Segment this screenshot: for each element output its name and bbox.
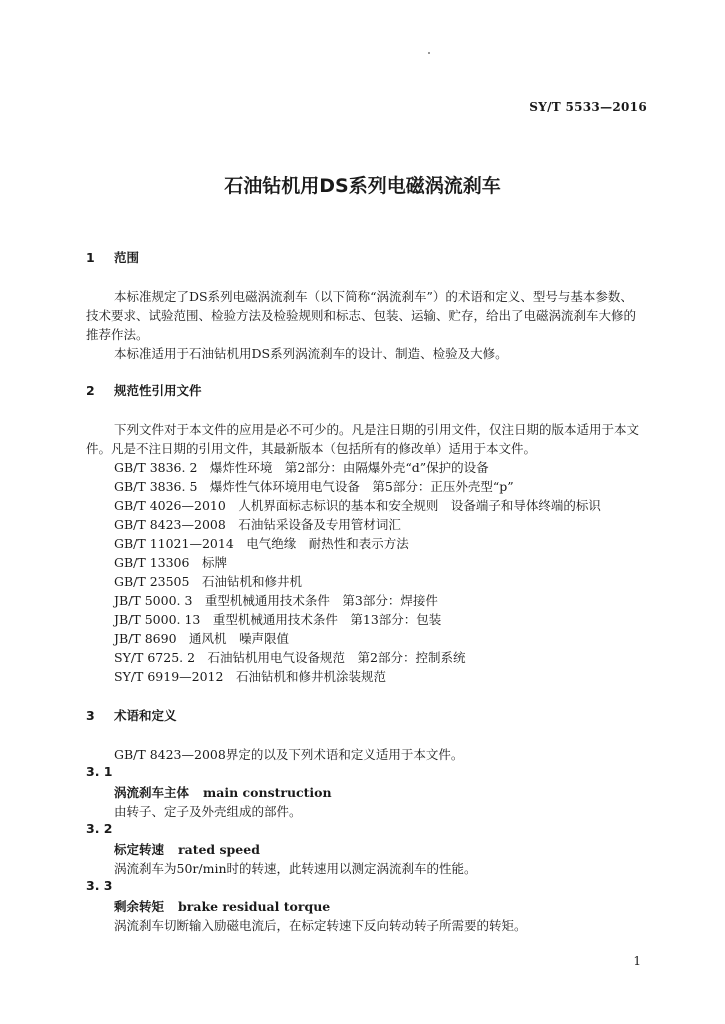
reference-item: JB/T 5000. 13 重型机械通用技术条件 第13部分：包装 bbox=[114, 612, 442, 627]
term-chinese: 标定转速 bbox=[114, 842, 165, 857]
paragraph-line: 本标准规定了DS系列电磁涡流刹车（以下简称“涡流刹车”）的术语和定义、型号与基本参数、 bbox=[114, 289, 633, 304]
paragraph-line: 下列文件对于本文件的应用是必不可少的。凡是注日期的引用文件，仅注日期的版本适用于本文 bbox=[114, 422, 640, 437]
paragraph-line: 推荐作法。 bbox=[86, 327, 149, 342]
term-heading bbox=[114, 783, 332, 801]
term-chinese: 剩余转矩 bbox=[114, 899, 165, 914]
reference-item: GB/T 3836. 5 爆炸性气体环境用电气设备 第5部分：正压外壳型“p” bbox=[114, 479, 514, 494]
section-title: 范围 bbox=[114, 250, 140, 265]
scan-speck bbox=[428, 52, 430, 54]
section-1-paragraph-2: 本标准适用于石油钻机用DS系列涡流刹车的设计、制造、检验及大修。 bbox=[114, 346, 508, 361]
section-number: 3 bbox=[86, 708, 95, 723]
term-number: 3. 2 bbox=[86, 821, 113, 836]
reference-item: SY/T 6919—2012 石油钻机和修井机涂装规范 bbox=[114, 669, 386, 684]
section-3-intro: GB/T 8423—2008界定的以及下列术语和定义适用于本文件。 bbox=[114, 747, 464, 762]
term-number: 3. 3 bbox=[86, 878, 113, 893]
section-1-heading bbox=[86, 248, 139, 266]
reference-item: JB/T 5000. 3 重型机械通用技术条件 第3部分：焊接件 bbox=[114, 593, 438, 608]
page-number: 1 bbox=[633, 954, 641, 968]
paragraph-line: 件。凡是不注日期的引用文件，其最新版本（包括所有的修改单）适用于本文件。 bbox=[86, 441, 537, 456]
section-1-paragraph-1 bbox=[86, 287, 646, 344]
term-definition: 涡流刹车切断输入励磁电流后，在标定转速下反向转动转子所需要的转矩。 bbox=[114, 918, 527, 933]
section-title: 规范性引用文件 bbox=[114, 383, 202, 398]
paragraph-line: 技术要求、试验范围、检验方法及检验规则和标志、包装、运输、贮存，给出了电磁涡流刹车大修的 bbox=[86, 308, 637, 323]
reference-item: GB/T 4026—2010 人机界面标志标识的基本和安全规则 设备端子和导体终端的标识 bbox=[114, 498, 601, 513]
reference-item: GB/T 3836. 2 爆炸性环境 第2部分：由隔爆外壳“d”保护的设备 bbox=[114, 460, 489, 475]
section-2-heading bbox=[86, 381, 202, 399]
reference-item: GB/T 13306 标牌 bbox=[114, 555, 227, 570]
term-english: rated speed bbox=[178, 842, 260, 857]
standard-code: SY/T 5533—2016 bbox=[529, 100, 647, 114]
term-definition: 由转子、定子及外壳组成的部件。 bbox=[114, 804, 302, 819]
reference-item: JB/T 8690 通风机 噪声限值 bbox=[114, 631, 290, 646]
term-chinese: 涡流刹车主体 bbox=[114, 785, 190, 800]
reference-item: SY/T 6725. 2 石油钻机用电气设备规范 第2部分：控制系统 bbox=[114, 650, 466, 665]
section-number: 1 bbox=[86, 250, 95, 265]
term-number: 3. 1 bbox=[86, 764, 113, 779]
section-3-heading bbox=[86, 706, 177, 724]
reference-item: GB/T 11021—2014 电气绝缘 耐热性和表示方法 bbox=[114, 536, 409, 551]
term-english: brake residual torque bbox=[178, 899, 331, 914]
term-heading bbox=[114, 840, 260, 858]
document-title: 石油钻机用DS系列电磁涡流刹车 bbox=[224, 175, 501, 197]
term-english: main construction bbox=[203, 785, 332, 800]
term-definition: 涡流刹车为50r/min时的转速，此转速用以测定涡流刹车的性能。 bbox=[114, 861, 477, 876]
section-number: 2 bbox=[86, 383, 95, 398]
section-title: 术语和定义 bbox=[114, 708, 177, 723]
reference-item: GB/T 23505 石油钻机和修井机 bbox=[114, 574, 302, 589]
section-2-intro bbox=[86, 420, 656, 458]
reference-item: GB/T 8423—2008 石油钻采设备及专用管材词汇 bbox=[114, 517, 401, 532]
term-heading bbox=[114, 897, 330, 915]
